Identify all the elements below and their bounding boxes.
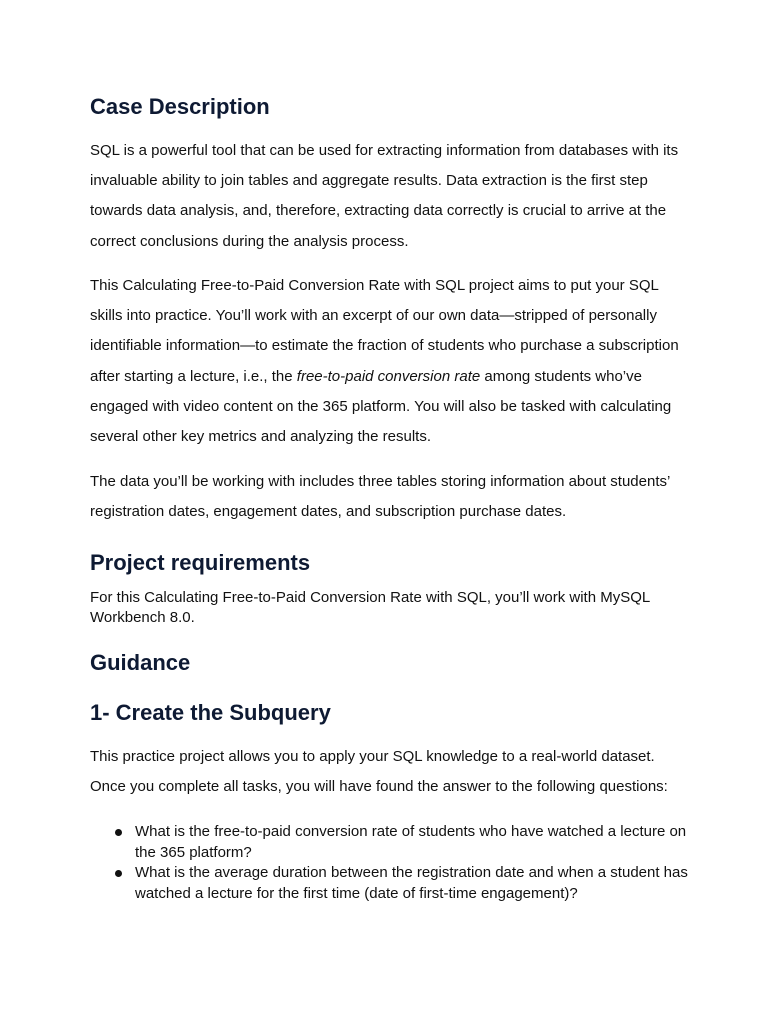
create-subquery-heading: 1- Create the Subquery [90,700,331,725]
list-item [90,863,690,904]
paragraph-2-text-start: This Calculating Free-to-Paid Conversion Rate with SQL project aims to put your SQL skills into practice. You’ll work with an excerpt of our own data—stripped of personally identifiable information—to estimate the fraction of students who purchase a subscription after starting a lecture, i.e., the [90,277,679,385]
case-description-heading: Case Description [90,94,270,119]
paragraph-2-text-end: among students who’ve engaged with video content on the 365 platform. You will also be tasked with calculating several other key metrics and analyzing the results. [90,367,672,446]
conversion-rate-term: free-to-paid conversion rate [296,367,481,385]
case-description-paragraph-2 [90,271,682,452]
question-text: What is the average duration between the registration date and when a student has watched a lecture for the first time (date of first-time engagement)? [135,864,688,902]
bullet-icon [115,870,122,877]
question-text: What is the free-to-paid conversion rate of students who have watched a lecture on the 365 platform? [135,823,687,861]
questions-list [90,822,690,904]
subquery-intro-text: This practice project allows you to apply your SQL knowledge to a real-world dataset. Once you complete all tasks, you will have found the answer to the following questions: [90,748,668,796]
project-requirements-text: For this Calculating Free-to-Paid Conversion Rate with SQL, you’ll work with MySQL Workbench 8.0. [90,589,650,626]
bullet-icon [115,829,122,836]
list-item [90,822,690,863]
guidance-heading: Guidance [90,650,191,675]
case-description-paragraph-1: SQL is a powerful tool that can be used for extracting information from databases with its invaluable ability to join tables and aggregate results. Data extraction is the first step towards data analysis, and, therefore, extracting data correctly is crucial to arrive at the correct conclusions during the analysis process. [90,142,679,250]
case-description-paragraph-3: The data you’ll be working with includes three tables storing information about students’ registration dates, engagement dates, and subscription purchase dates. [90,473,670,521]
project-requirements-heading: Project requirements [90,550,311,575]
